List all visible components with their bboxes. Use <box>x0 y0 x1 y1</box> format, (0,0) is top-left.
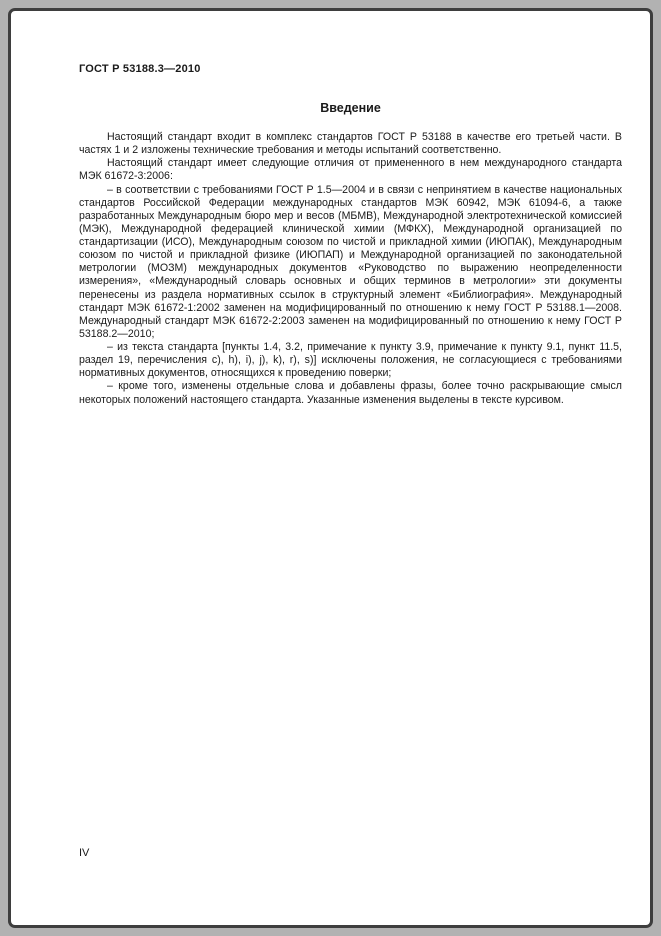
page-number: IV <box>79 847 90 859</box>
paragraph-list-item: – из текста стандарта [пункты 1.4, 3.2, примечание к пункту 3.9, примечание к пункту 9.1, пункт 11.5, раздел 19, перечисления c), h), i), j), k), r), s)] исключены положения, не согласующиеся с требованиями нормативных документов, относящихся к проведению поверки; <box>79 341 622 380</box>
section-title-introduction: Введение <box>320 101 381 115</box>
page-content-area <box>11 11 650 925</box>
document-page <box>8 8 653 928</box>
paragraph-list-item: – в соответствии с требованиями ГОСТ Р 1.5—2004 и в связи с непринятием в качестве национальных стандартов Российской Федерации международных стандартов МЭК 60942, МЭК 61094-6, а также разработанных Международным бюро мер и весов (МБМВ), Международной электротехнической комиссией (МЭК), Международной федерацией клинической химии (МФКХ), Международной организацией по стандартизации (ИСО), Международным союзом по чистой и прикладной химии (ИЮПАК), Международным союзом по чистой и прикладной физике (ИЮПАП) и Международной организацией по законодательной метрологии (МОЗМ) международных документов «Руководство по выражению неопределенности измерения», «Международный словарь основных и общих терминов в метрологии» эти документы перенесены из раздела нормативных ссылок в структурный элемент «Библиография». Международный стандарт МЭК 61672-1:2002 заменен на модифицированный по отношению к нему ГОСТ Р 53188.1—2008. Международный стандарт МЭК 61672-2:2003 заменен на модифицированный по отношению к нему ГОСТ Р 53188.2—2010; <box>79 183 622 340</box>
paragraph: Настоящий стандарт имеет следующие отличия от примененного в нем международного стандарта МЭК 61672-3:2006: <box>79 157 622 183</box>
document-standard-number: ГОСТ Р 53188.3—2010 <box>79 63 201 75</box>
paragraph-list-item: – кроме того, изменены отдельные слова и добавлены фразы, более точно раскрывающие смысл некоторых положений настоящего стандарта. Указанные изменения выделены в тексте курсивом. <box>79 380 622 406</box>
paragraph: Настоящий стандарт входит в комплекс стандартов ГОСТ Р 53188 в качестве его третьей части. В частях 1 и 2 изложены технические требования и методы испытаний соответственно. <box>79 131 622 157</box>
document-body <box>79 131 622 407</box>
